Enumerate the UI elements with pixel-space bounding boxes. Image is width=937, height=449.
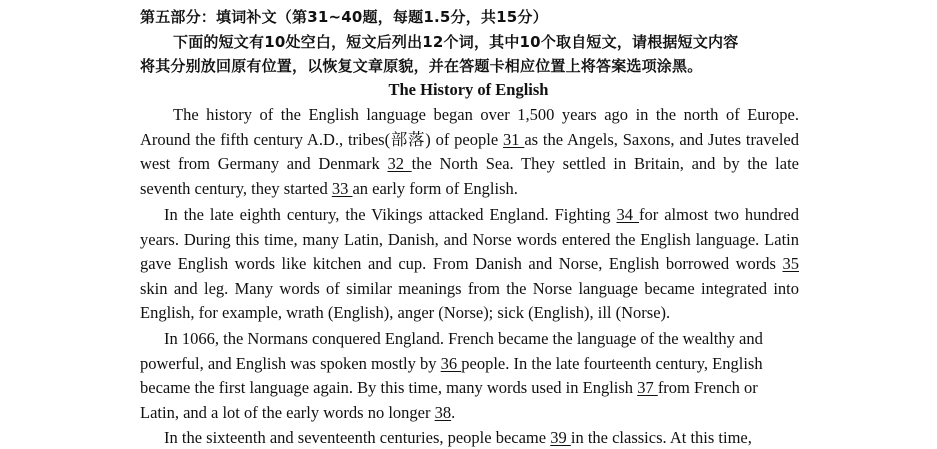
instruction-line-2: 将其分别放回原有位置，以恢复文章原貌，并在答题卡相应位置上将答案选项涂黑。 — [140, 57, 703, 75]
passage-text: from French or — [657, 378, 758, 398]
blank-number: 38 — [434, 402, 452, 422]
passage-line — [164, 427, 752, 449]
passage-text: powerful, and English was spoken mostly by — [140, 353, 441, 373]
instruction-line-1: 下面的短文有10处空白，短文后列出12个词，其中10个取自短文，请根据短文内容 — [173, 33, 739, 51]
passage-text: became the first language again. By this time, many words used in English — [140, 378, 638, 398]
passage-line — [140, 129, 799, 151]
passage-text: The history of the English language began over 1,500 years ago in the north of Europe. — [173, 105, 799, 124]
passage-line — [140, 353, 763, 375]
passage-text: . — [451, 402, 456, 422]
passage-text: Latin, and a lot of the early words no longer — [140, 402, 435, 422]
blank-number: 34 — [616, 205, 639, 224]
passage-text: seventh century, they started — [140, 178, 332, 198]
passage-text: years. During this time, many Latin, Danish, and Norse words entered the English language. Latin — [140, 229, 799, 249]
passage-text: an early form of English. — [352, 178, 518, 198]
passage-line — [140, 153, 799, 175]
passage-text: people. In the late fourteenth century, English — [461, 353, 763, 373]
blank-number: 31 — [503, 129, 525, 149]
passage-line — [140, 302, 670, 324]
passage-text: for almost two hundred — [638, 205, 799, 224]
passage-text: in the classics. At this time, — [570, 428, 752, 447]
passage-text: In the late eighth century, the Vikings attacked England. Fighting — [164, 205, 617, 224]
blank-number: 35 — [782, 254, 799, 274]
passage-line — [140, 253, 799, 275]
section-header: 第五部分：填词补文（第31~40题，每题1.5分，共15分） — [140, 8, 548, 26]
passage-line — [173, 104, 799, 126]
passage-line — [140, 178, 518, 200]
blank-number: 32 — [387, 154, 412, 174]
passage-text: Around the fifth century A.D., tribes(部落) of people — [140, 129, 503, 149]
passage-text: gave English words like kitchen and cup. From Danish and Norse, English borrowed words — [140, 254, 783, 274]
passage-line — [164, 204, 799, 226]
passage-title: The History of English — [388, 80, 549, 99]
passage-line — [164, 328, 763, 350]
passage-text: west from Germany and Denmark — [140, 154, 388, 174]
passage-line — [140, 377, 758, 399]
passage-line — [140, 402, 455, 424]
passage-line — [140, 229, 799, 251]
passage-line — [140, 278, 799, 300]
blank-number: 37 — [637, 378, 658, 398]
passage-text: In the sixteenth and seventeenth centuries, people became — [164, 428, 551, 447]
blank-number: 33 — [331, 178, 353, 198]
passage-text: as the Angels, Saxons, and Jutes traveled — [524, 129, 800, 149]
blank-number: 39 — [550, 428, 571, 447]
blank-number: 36 — [440, 353, 462, 373]
passage-text: In 1066, the Normans conquered England. French became the language of the wealthy and — [164, 329, 763, 348]
passage-text: the North Sea. They settled in Britain, and by the late — [411, 154, 800, 174]
passage-text: English, for example, wrath (English), anger (Norse); sick (English), ill (Norse). — [140, 303, 671, 323]
passage-text: skin and leg. Many words of similar meanings from the Norse language became integrated into — [140, 278, 799, 298]
